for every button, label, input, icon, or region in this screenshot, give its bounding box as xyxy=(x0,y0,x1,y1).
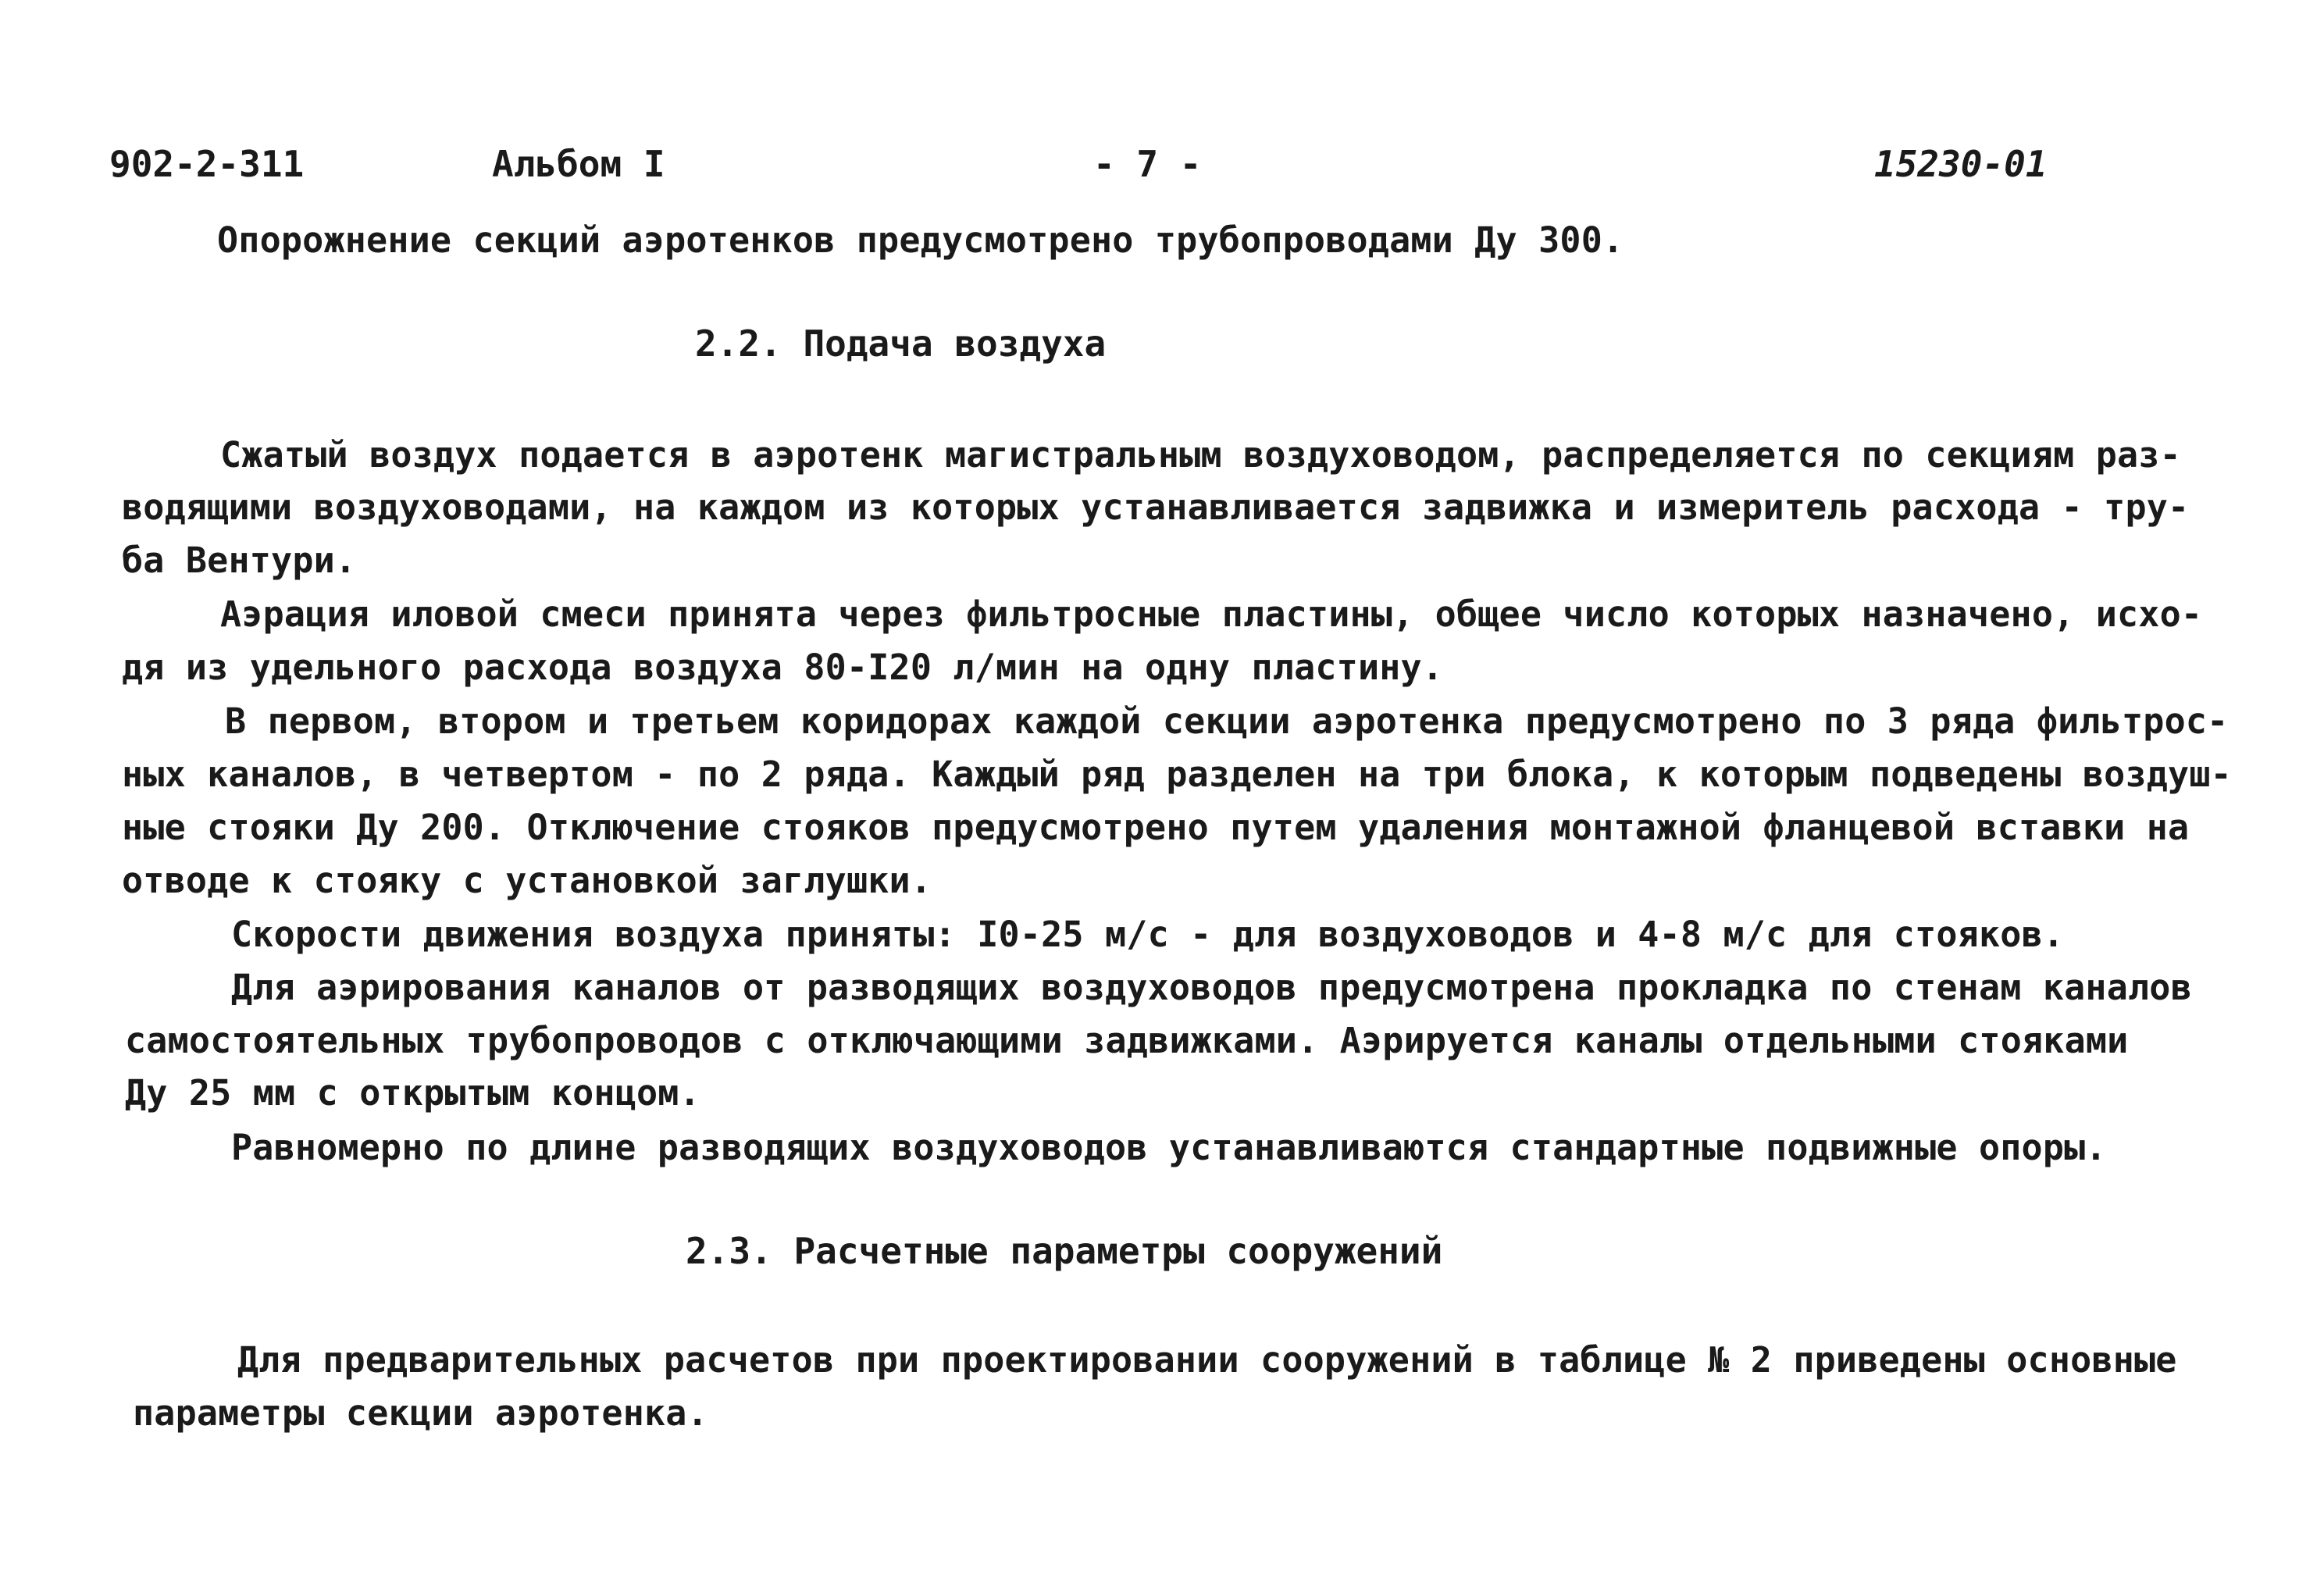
paragraph-line: Аэрация иловой смеси принята через фильтросные пластины, общее число которых назначено, исхо- xyxy=(220,593,2203,635)
paragraph-line: Сжатый воздух подается в аэротенк магистральным воздуховодом, распределяется по секциям раз- xyxy=(220,434,2181,476)
intro-line: Опорожнение секций аэротенков предусмотрено трубопроводами Ду 300. xyxy=(217,219,1624,261)
document-id: 15230-01 xyxy=(1874,143,2048,185)
paragraph-line: Для аэрирования каналов от разводящих воздуховодов предусмотрена прокладка по стенам каналов xyxy=(231,967,2192,1008)
paragraph-line: Ду 25 мм с открытым концом. xyxy=(125,1072,700,1114)
page-number: - 7 - xyxy=(1093,143,1202,185)
paragraph-line: отводе к стояку с установкой заглушки. xyxy=(122,860,932,901)
paragraph-line: ных каналов, в четвертом - по 2 ряда. Каждый ряд разделен на три блока, к которым подведены воздуш- xyxy=(122,754,2232,795)
paragraph-line: водящими воздуховодами, на каждом из которых устанавливается задвижка и измеритель расхода - тру- xyxy=(122,486,2190,528)
section-heading-2-3: 2.3. Расчетные параметры сооружений xyxy=(686,1230,1443,1272)
paragraph-line: В первом, втором и третьем коридорах каждой секции аэротенка предусмотрено по 3 ряда фильтрос- xyxy=(225,700,2229,742)
album-label: Альбом I xyxy=(492,143,665,185)
paragraph-line: ба Вентури. xyxy=(122,540,357,581)
paragraph-line: Скорости движения воздуха приняты: I0-25 м/с - для воздуховодов и 4-8 м/с для стояков. xyxy=(231,914,2065,955)
paragraph-line: Равномерно по длине разводящих воздуховодов устанавливаются стандартные подвижные опоры. xyxy=(231,1127,2107,1168)
paragraph-line: параметры секции аэротенка. xyxy=(133,1392,708,1434)
paragraph-line: дя из удельного расхода воздуха 80-I20 л/мин на одну пластину. xyxy=(122,647,1444,688)
paragraph-line: Для предварительных расчетов при проектировании сооружений в таблице № 2 приведены основные xyxy=(237,1339,2177,1381)
section-heading-2-2: 2.2. Подача воздуха xyxy=(695,323,1107,365)
document-code: 902-2-311 xyxy=(109,143,305,185)
paragraph-line: ные стояки Ду 200. Отключение стояков предусмотрено путем удаления монтажной фланцевой вставки на xyxy=(122,807,2190,848)
paragraph-line: самостоятельных трубопроводов с отключающими задвижками. Аэрируется каналы отдельными стояками xyxy=(125,1020,2129,1061)
